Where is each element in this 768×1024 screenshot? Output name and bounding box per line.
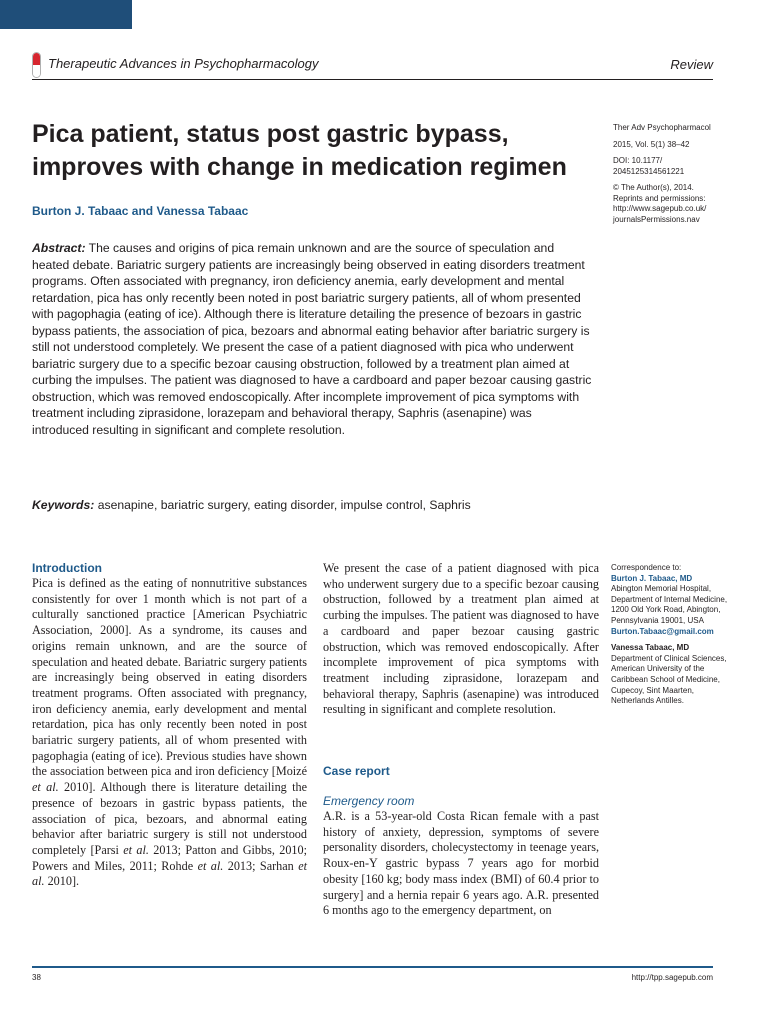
introduction-heading: Introduction [32,561,102,575]
corner-color-tab [0,0,132,29]
keywords [32,497,602,513]
abstract-label: Abstract: [32,241,86,255]
meta-volume: 2015, Vol. 5(1) 38–42 [613,139,690,149]
case-report-body: A.R. is a 53-year-old Costa Rican female with a past history of anxiety, depression, symptoms of severe personality disorders, cholecystectomy in teenage years, Roux-en-Y gastric bypass 7 years ago for morbid obesity [160 kg; body mass index (BMI) of 60.4 prior to surgery] and a hernia repair 6 years ago. A.R. presented 6 months ago to the emergency department, on [323,809,599,918]
correspondence-address-2: Department of Clinical Sciences, American University of the Caribbean School of Medicine, Cupecoy, Sint Maarten, Netherlands Antilles. [611,653,727,706]
meta-doi-1: DOI: 10.1177/ [613,156,663,165]
correspondence-author-1: Burton J. Tabaac, MD [611,573,693,583]
abstract-text: The causes and origins of pica remain unknown and are the source of speculation and heated debate. Bariatric surgery patients are increasingly being observed in eating disorders treatment programs. Often associated with pregnancy, iron deficiency anemia, early development and mental retardation, pica has only recently been noted in post bariatric surgery patients, all of whom presented with pagophagia (eating of ice). Although there is literature detailing the presence of bezoars in gastric bypass patients, the association of pica, bezoars and abnormal eating behavior after bariatric surgery is still not understood completely. We present the case of a patient diagnosed with pica who underwent bariatric surgery due to a specific bezoar causing obstruction, followed by a treatment plan aimed at curbing the impulses. The patient was diagnosed to have a cardboard and paper bezoar causing gastric obstruction, which was removed endoscopically. After incomplete improvement of pica symptoms with treatment including ziprasidone, lorazepam and behavioral therapy, Saphris (asenapine) was introduced resulting in significant and complete resolution. [32,241,592,437]
case-report-heading: Case report [323,764,390,778]
correspondence-email[interactable]: Burton.Tabaac@gmail.com [611,626,714,636]
keywords-label: Keywords: [32,498,95,512]
correspondence-box [611,563,736,707]
correspondence-label: Correspondence to: [611,563,682,572]
correspondence-author-2: Vanessa Tabaac, MD [611,643,690,653]
journal-capsule-icon [32,52,41,78]
correspondence-address-1: Abington Memorial Hospital, Department of Internal Medicine, 1200 Old York Road, Abington, Pennsylvania 19001, USA [611,584,728,625]
meta-journal-abbrev: Ther Adv Psychopharmacol [613,123,711,132]
page-number: 38 [32,973,41,982]
article-authors: Burton J. Tabaac and Vanessa Tabaac [32,204,249,218]
header-rule [32,79,713,80]
emergency-room-heading: Emergency room [323,794,415,808]
meta-reprints: Reprints and permissions: [613,193,706,203]
meta-doi-2: 2045125314561221 [613,166,685,176]
article-type: Review [670,57,713,72]
meta-reprints-url-1: http://www.sagepub.co.uk/ [613,204,707,213]
article-title: Pica patient, status post gastric bypass, improves with change in medication regimen [32,120,567,181]
introduction-body: Pica is defined as the eating of nonnutritive substances consistently for over 1 month which is not part of a culturally sanctioned practice [American Psychiatric Association, 2000]. As a syndrome, its causes and origins remain unknown, and are the source of speculation and heated debate. Bariatric surgery patients are increasingly being observed in eating disorders treatment programs. Often associated with pregnancy, iron deficiency anemia, early development and mental retardation, pica has only recently been noted in post bariatric surgery patients, all of whom presented with pagophagia (eating of ice). Previous studies have shown the association between pica and iron deficiency [Moizé et al. 2010]. Although there is literature detailing the presence of bezoars in gastric bypass patients, the association of pica, bezoars, and abnormal eating behavior after bariatric surgery is still not understood completely [Parsi et al. 2013; Patton and Gibbs, 2010; Powers and Miles, 2011; Rohde et al. 2013; Sarhan et al. 2010]. [32,576,308,889]
abstract [32,240,592,438]
journal-url[interactable]: http://tpp.sagepub.com [631,973,713,982]
keywords-text: asenapine, bariatric surgery, eating disorder, impulse control, Saphris [94,498,471,512]
journal-name: Therapeutic Advances in Psychopharmacology [48,56,319,71]
meta-copyright: © The Author(s), 2014. [613,183,694,192]
meta-reprints-url-2: journalsPermissions.nav [613,214,700,224]
column2-intro-paragraph: We present the case of a patient diagnosed with pica who underwent surgery due to a specific bezoar causing obstruction, followed by a treatment plan aimed at curbing the impulses. The patient was diagnosed to have a cardboard and paper bezoar causing gastric obstruction, which was removed endoscopically. After incomplete improvement of pica symptoms with treatment including ziprasidone, lorazepam and behavioral therapy, Saphris (asenapine) was introduced resulting in significant and complete resolution. [323,561,599,717]
article-metadata [613,123,733,225]
footer-rule [32,966,713,968]
